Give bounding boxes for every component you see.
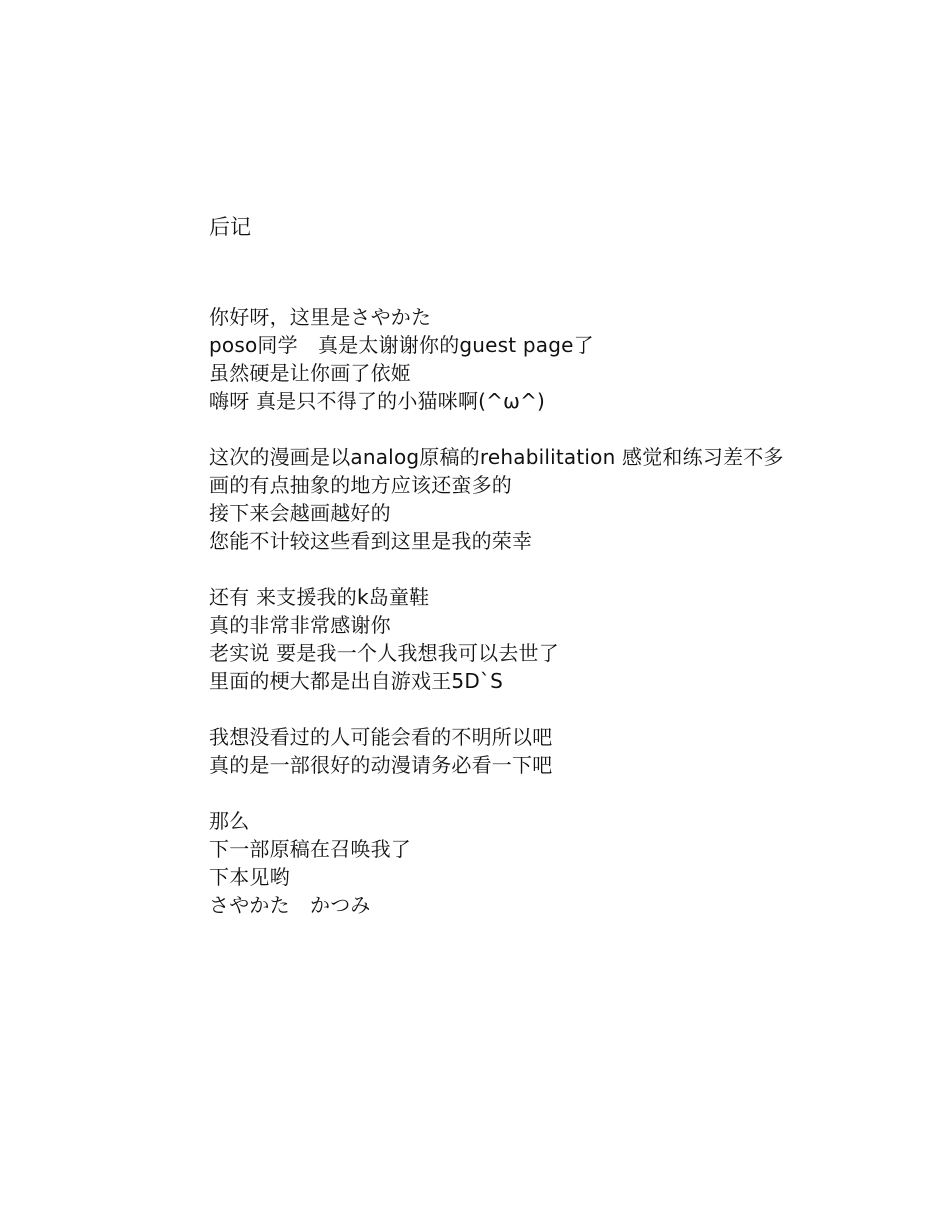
text-line: 画的有点抽象的地方应该还蛮多的 (209, 473, 512, 497)
text-line: 我想没看过的人可能会看的不明所以吧 (209, 725, 553, 749)
paragraph-thanks (209, 583, 899, 695)
text-line: 这次的漫画是以analog原稿的rehabilitation 感觉和练习差不多 (209, 445, 784, 469)
paragraph-recommendation (209, 723, 899, 779)
text-line: 您能不计较这些看到这里是我的荣幸 (209, 529, 533, 553)
text-line: 还有 来支援我的k岛童鞋 (209, 585, 430, 609)
text-line: 下一部原稿在召唤我了 (209, 837, 411, 861)
text-line: 你好呀，这里是さやかた (209, 305, 432, 329)
text-line: 真的是一部很好的动漫请务必看一下吧 (209, 753, 553, 777)
paragraph-signoff (209, 807, 899, 919)
afterword-body (209, 303, 899, 947)
text-line: 里面的梗大都是出自游戏王5D`S (209, 669, 504, 693)
text-line: poso同学 真是太谢谢你的guest page了 (209, 333, 594, 357)
text-line: 老实说 要是我一个人我想我可以去世了 (209, 641, 559, 665)
text-line: 虽然硬是让你画了依姬 (209, 361, 411, 385)
paragraph-greeting (209, 303, 899, 415)
text-line: 真的非常非常感谢你 (209, 613, 391, 637)
page-title: 后记 (209, 215, 251, 239)
text-line: 接下来会越画越好的 (209, 501, 391, 525)
text-line: 嗨呀 真是只不得了的小猫咪啊(^ω^) (209, 389, 546, 413)
author-signature: さやかた かつみ (209, 893, 371, 917)
text-line: 那么 (209, 809, 250, 833)
paragraph-about-manga (209, 443, 899, 555)
text-line: 下本见哟 (209, 865, 290, 889)
